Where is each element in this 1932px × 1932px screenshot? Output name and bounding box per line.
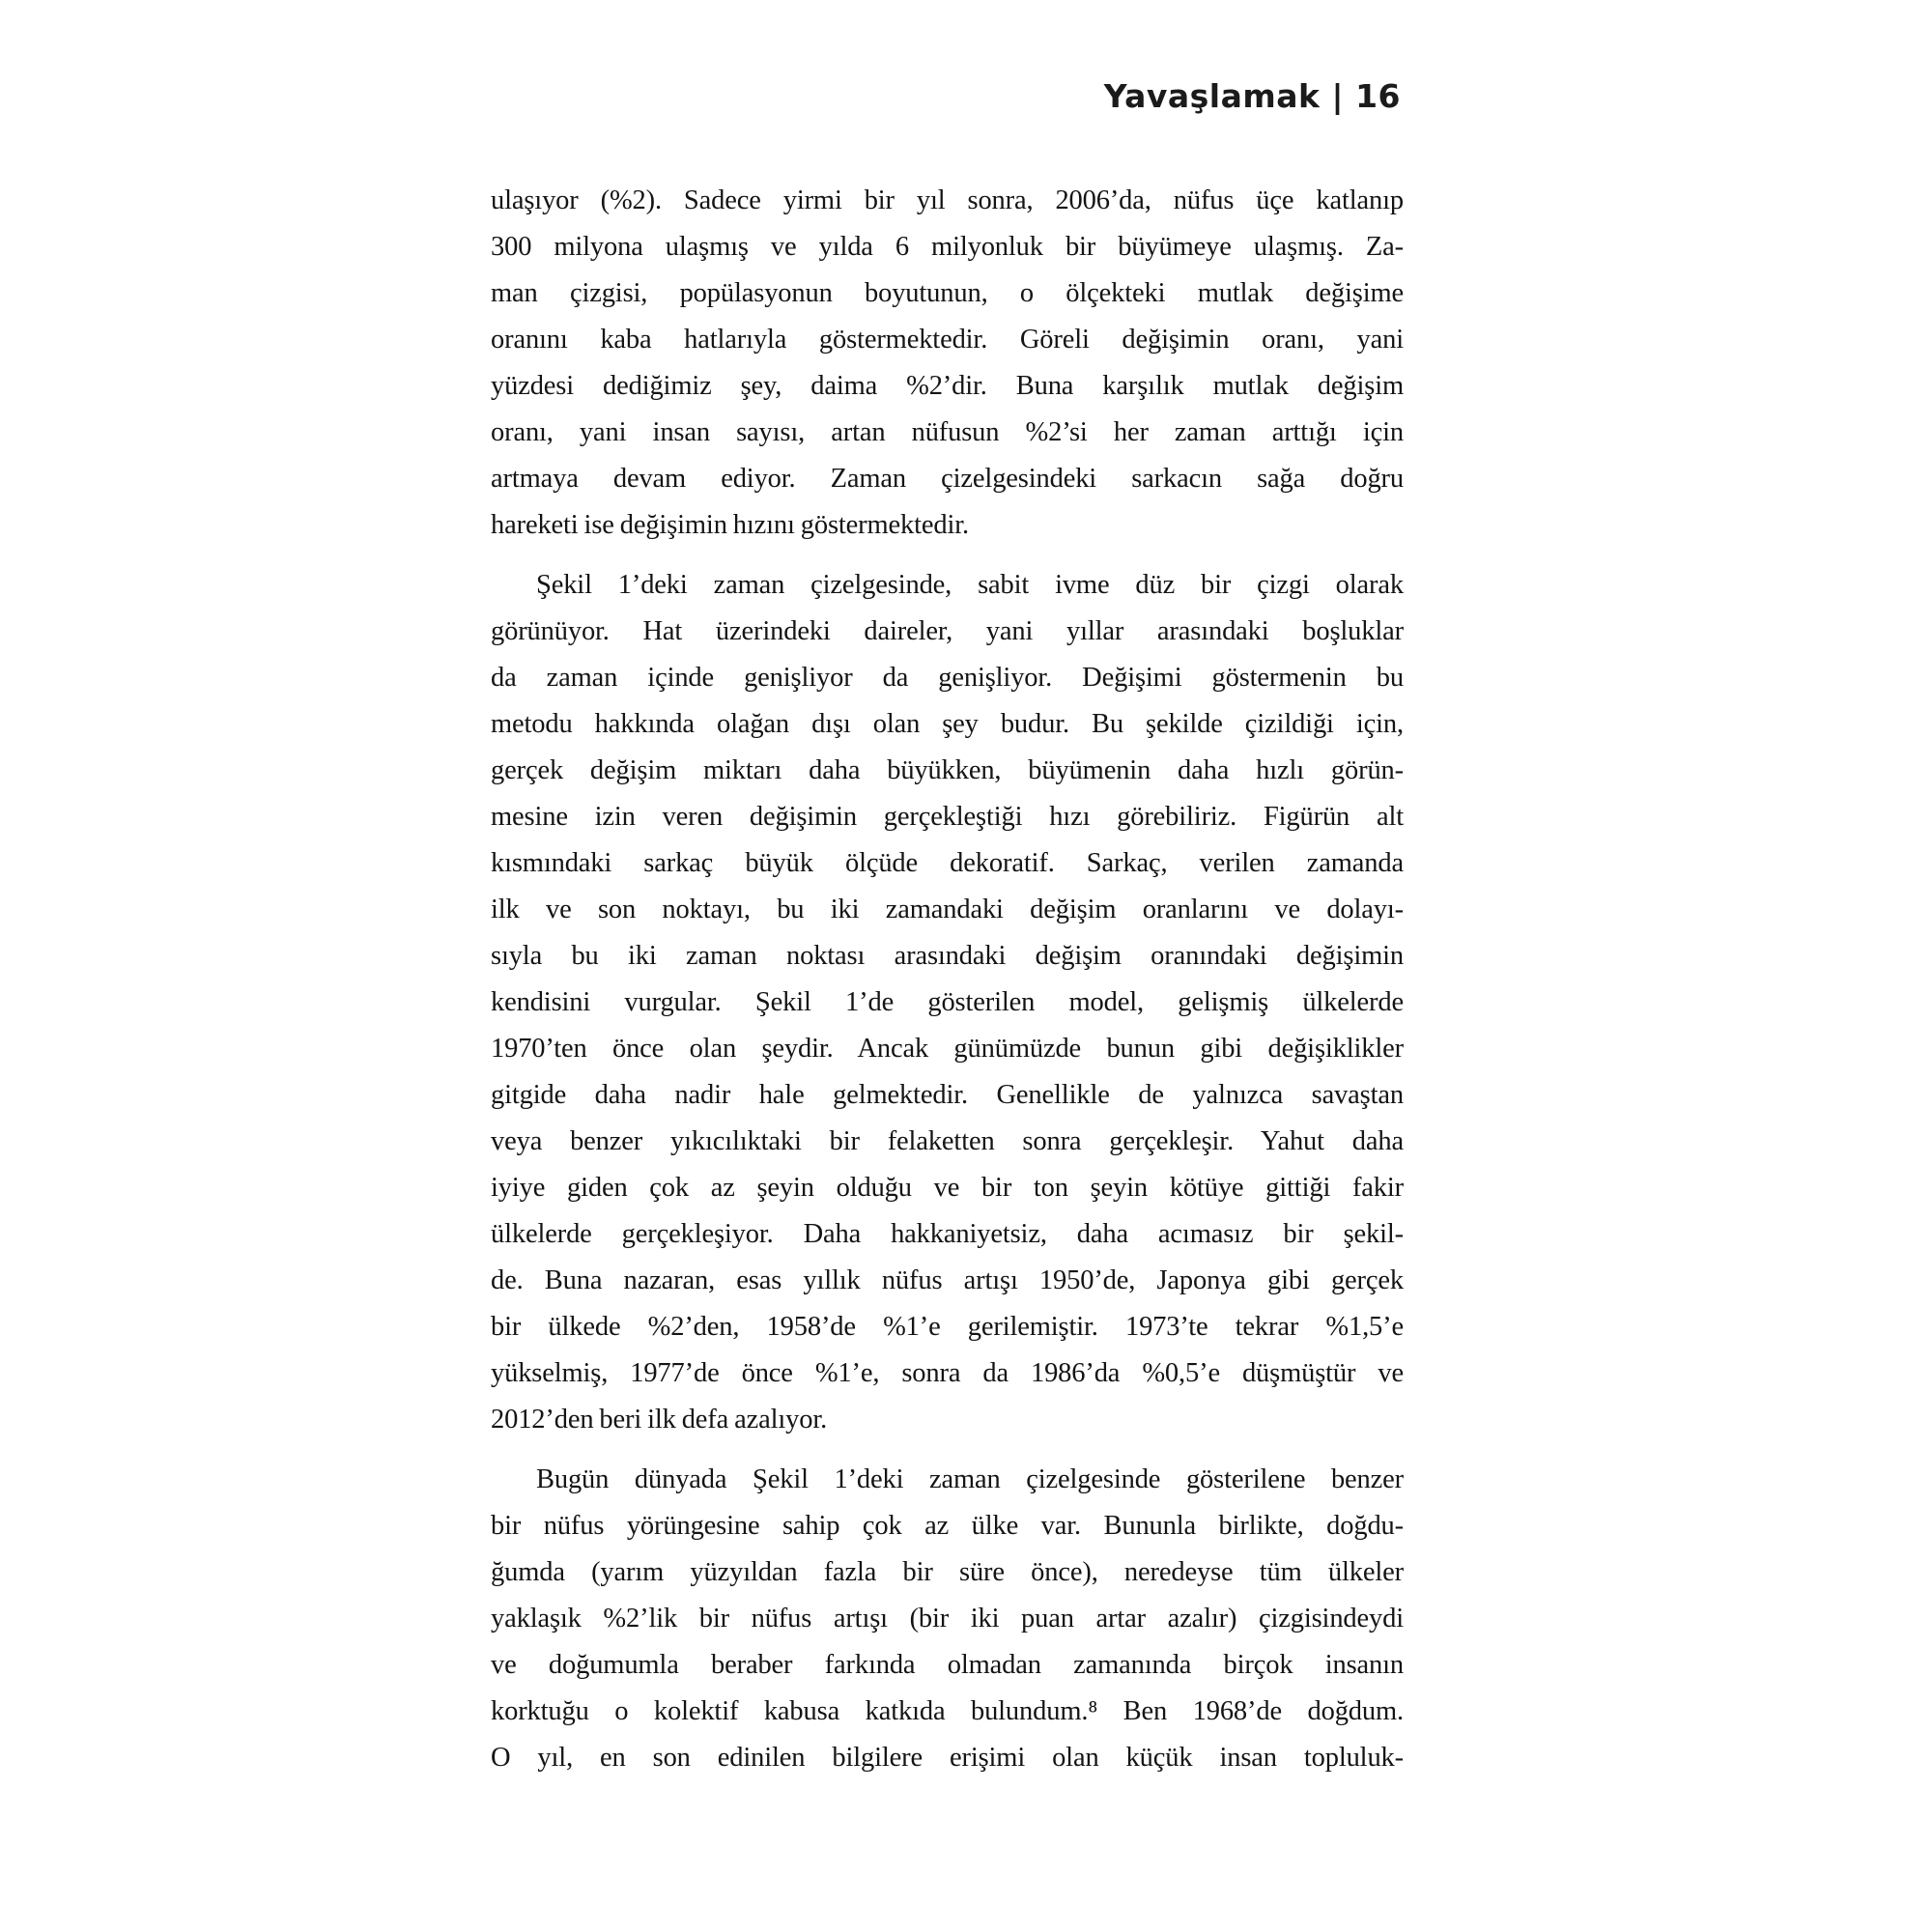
text-column bbox=[491, 178, 1404, 1781]
text-line: da zaman içinde genişliyor da genişliyor. Değişimi göstermenin bu bbox=[491, 663, 1404, 693]
text-line: ulaşıyor (%2). Sadece yirmi bir yıl sonra, 2006’da, nüfus üçe katlanıp bbox=[491, 185, 1404, 215]
text-line: bir ülkede %2’den, 1958’de %1’e gerilemiştir. 1973’te tekrar %1,5’e bbox=[491, 1312, 1404, 1342]
text-line: korktuğu o kolektif kabusa katkıda bulundum.⁸ Ben 1968’de doğdum. bbox=[491, 1696, 1404, 1726]
text-line: metodu hakkında olağan dışı olan şey budur. Bu şekilde çizildiği için, bbox=[491, 709, 1404, 739]
text-line: yüzdesi dediğimiz şey, daima %2’dir. Buna karşılık mutlak değişim bbox=[491, 371, 1404, 401]
text-line: ğumda (yarım yüzyıldan fazla bir süre önce), neredeyse tüm ülkeler bbox=[491, 1557, 1404, 1587]
page-number: 16 bbox=[1355, 77, 1401, 115]
running-header bbox=[1104, 77, 1401, 115]
text-line: O yıl, en son edinilen bilgilere erişimi olan küçük insan topluluk- bbox=[491, 1743, 1404, 1773]
text-line: gerçek değişim miktarı daha büyükken, büyümenin daha hızlı görün- bbox=[491, 755, 1404, 785]
chapter-title: Yavaşlamak bbox=[1103, 77, 1321, 115]
text-line: 2012’den beri ilk defa azalıyor. bbox=[491, 1405, 828, 1435]
paragraph bbox=[491, 178, 1404, 549]
text-line: veya benzer yıkıcılıktaki bir felaketten sonra gerçekleşir. Yahut daha bbox=[491, 1126, 1404, 1156]
text-line: gitgide daha nadir hale gelmektedir. Genellikle de yalnızca savaştan bbox=[491, 1080, 1404, 1110]
text-line: oranını kaba hatlarıyla göstermektedir. Göreli değişimin oranı, yani bbox=[491, 325, 1404, 355]
header-separator: | bbox=[1331, 77, 1345, 115]
text-line: mesine izin veren değişimin gerçekleştiği hızı görebiliriz. Figürün alt bbox=[491, 802, 1404, 832]
text-line: 300 milyona ulaşmış ve yılda 6 milyonluk bir büyümeye ulaşmış. Za- bbox=[491, 232, 1404, 262]
text-line: yaklaşık %2’lik bir nüfus artışı (bir iki puan artar azalır) çizgisindeydi bbox=[491, 1604, 1404, 1634]
text-line: ülkelerde gerçekleşiyor. Daha hakkaniyetsiz, daha acımasız bir şekil- bbox=[491, 1219, 1404, 1249]
paragraph bbox=[491, 1457, 1404, 1781]
text-line: hareketi ise değişimin hızını göstermektedir. bbox=[491, 510, 970, 540]
text-line: 1970’ten önce olan şeydir. Ancak günümüzde bunun gibi değişiklikler bbox=[491, 1034, 1404, 1064]
text-line: görünüyor. Hat üzerindeki daireler, yani yıllar arasındaki boşluklar bbox=[491, 616, 1404, 646]
text-line: sıyla bu iki zaman noktası arasındaki değişim oranındaki değişimin bbox=[491, 941, 1404, 971]
text-line: bir nüfus yörüngesine sahip çok az ülke var. Bununla birlikte, doğdu- bbox=[491, 1511, 1404, 1541]
text-line: kendisini vurgular. Şekil 1’de gösterilen model, gelişmiş ülkelerde bbox=[491, 987, 1404, 1017]
text-line: oranı, yani insan sayısı, artan nüfusun %2’si her zaman arttığı için bbox=[491, 417, 1404, 447]
text-line: artmaya devam ediyor. Zaman çizelgesindeki sarkacın sağa doğru bbox=[491, 464, 1404, 494]
text-line: Bugün dünyada Şekil 1’deki zaman çizelgesinde gösterilene benzer bbox=[536, 1464, 1404, 1494]
text-line: yükselmiş, 1977’de önce %1’e, sonra da 1986’da %0,5’e düşmüştür ve bbox=[491, 1358, 1404, 1388]
text-line: ilk ve son noktayı, bu iki zamandaki değişim oranlarını ve dolayı- bbox=[491, 895, 1404, 924]
text-line: de. Buna nazaran, esas yıllık nüfus artışı 1950’de, Japonya gibi gerçek bbox=[491, 1265, 1404, 1295]
paragraph bbox=[491, 562, 1404, 1443]
text-line: Şekil 1’deki zaman çizelgesinde, sabit ivme düz bir çizgi olarak bbox=[536, 570, 1404, 600]
text-line: man çizgisi, popülasyonun boyutunun, o ölçekteki mutlak değişime bbox=[491, 278, 1404, 308]
text-line: kısmındaki sarkaç büyük ölçüde dekoratif. Sarkaç, verilen zamanda bbox=[491, 848, 1404, 878]
text-line: ve doğumumla beraber farkında olmadan zamanında birçok insanın bbox=[491, 1650, 1404, 1680]
text-line: iyiye giden çok az şeyin olduğu ve bir ton şeyin kötüye gittiği fakir bbox=[491, 1173, 1404, 1203]
